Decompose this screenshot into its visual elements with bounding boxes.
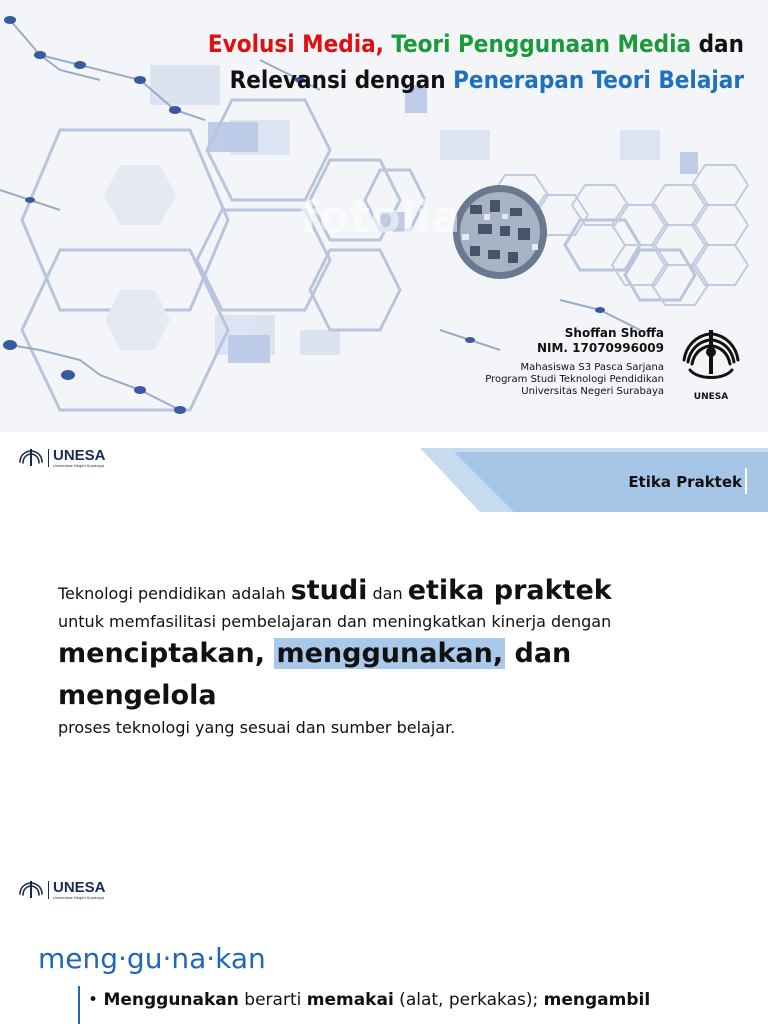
emphasis-studi: studi (290, 575, 368, 606)
unesa-logo (676, 326, 746, 402)
meaning-bullet (88, 988, 748, 1012)
word-syllable-heading: meng·gu·na·kan (38, 942, 266, 975)
text-segment: Teknologi pendidikan adalah (58, 584, 291, 603)
definition-slide (0, 432, 768, 864)
institution-info (485, 362, 664, 398)
title-slide (0, 0, 768, 432)
unesa-mini-logo (18, 448, 106, 468)
term-menggunakan: Menggunakan (103, 990, 239, 1010)
definition-line-2: untuk memfasilitasi pembelajaran dan meningkatkan kinerja dengan (58, 612, 612, 631)
unesa-subtitle: Universitas Negeri Surabaya (53, 463, 104, 468)
slide-header-title: Etika Praktek (628, 473, 742, 491)
author-block (485, 326, 664, 398)
unesa-mini-logo (18, 880, 106, 900)
unesa-wordmark: UNESA (53, 447, 106, 464)
text-segment: berarti (238, 990, 307, 1010)
institution-line: Universitas Negeri Surabaya (521, 386, 664, 397)
institution-line: Mahasiswa S3 Pasca Sarjana (520, 362, 664, 373)
definition-line-3 (58, 633, 738, 717)
definition-line-4: proses teknologi yang sesuai dan sumber belajar. (58, 718, 456, 737)
author-nim: NIM. 17070996009 (536, 341, 664, 355)
unesa-logo-label: UNESA (693, 392, 729, 402)
text-segment: (alat, perkakas); (393, 990, 544, 1010)
definition-line-1 (58, 574, 738, 611)
bullet-dot: • (88, 990, 104, 1010)
emphasis-etika-praktek: etika praktek (407, 575, 612, 606)
emphasis-mengelola: dan mengelola (58, 638, 572, 711)
term-memakai: memakai (306, 990, 394, 1010)
unesa-emblem-icon (18, 448, 44, 468)
title-part-teori: Teori Penggunaan Media (383, 30, 692, 58)
unesa-emblem-icon (18, 880, 44, 900)
word-meaning-slide (0, 864, 768, 1024)
term-mengambil: mengambil (543, 990, 651, 1010)
highlighted-menggunakan: menggunakan, (276, 638, 504, 669)
title-part-dan: dan (691, 30, 744, 58)
emphasis-menciptakan: menciptakan, (58, 638, 266, 669)
unesa-subtitle: Universitas Negeri Surabaya (53, 895, 104, 900)
watermark: fotolia (300, 192, 461, 243)
bullet-accent-bar (78, 986, 80, 1024)
unesa-emblem-icon (676, 326, 746, 388)
slide-title (184, 26, 744, 98)
media-collage-circle (453, 185, 547, 279)
text-segment: dan (367, 584, 408, 603)
title-part-evolusi: Evolusi Media, (207, 30, 384, 58)
author-name: Shoffan Shoffa (564, 326, 664, 340)
unesa-wordmark: UNESA (53, 879, 106, 896)
title-part-relevansi: Relevansi dengan (229, 66, 454, 94)
header-divider (745, 468, 747, 494)
title-part-penerapan: Penerapan Teori Belajar (453, 66, 744, 94)
definition-paragraph (58, 574, 738, 739)
institution-line: Program Studi Teknologi Pendidikan (485, 374, 664, 385)
